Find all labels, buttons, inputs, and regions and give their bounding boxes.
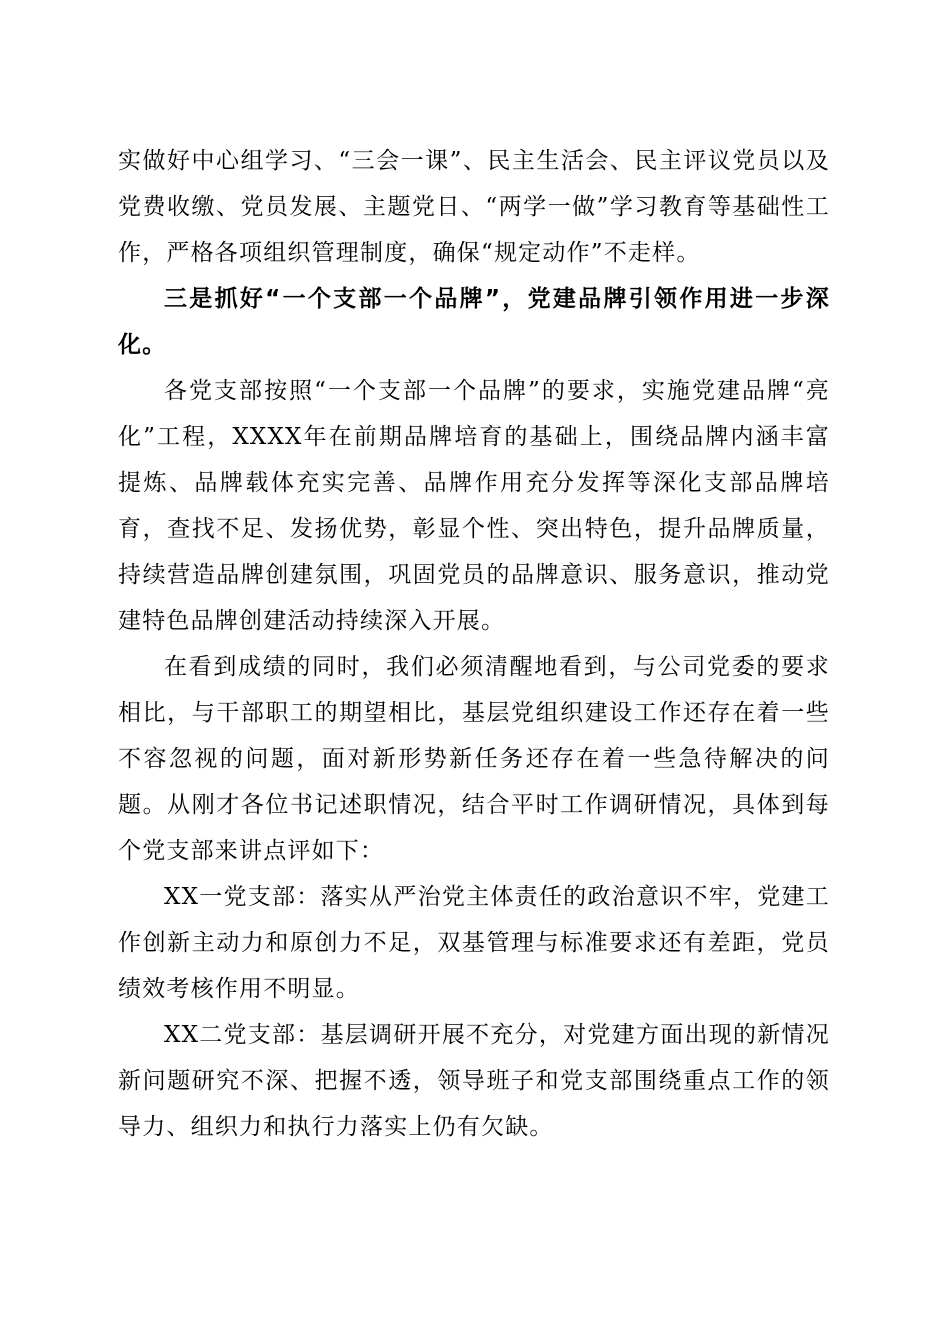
paragraph-branch-two: XX二党支部：基层调研开展不充分，对党建方面出现的新情况新问题研究不深、把握不透，领导班子和党支部围绕重点工作的领导力、组织力和执行力落实上仍有欠缺。 [118,1022,830,1140]
paragraph-continuation: 实做好中心组学习、“三会一课”、民主生活会、民主评议党员以及党费收缴、党员发展、主题党日、“两学一做”学习教育等基础性工作，严格各项组织管理制度，确保“规定动作”不走样。 [118,148,830,266]
paragraph-branch-one: XX一党支部：落实从严治党主体责任的政治意识不牢，党建工作创新主动力和原创力不足，双基管理与标准要求还有差距，党员绩效考核作用不明显。 [118,884,830,1002]
paragraph-problems: 在看到成绩的同时，我们必须清醒地看到，与公司党委的要求相比，与干部职工的期望相比，基层党组织建设工作还存在着一些不容忽视的问题，面对新形势新任务还存在着一些急待解决的问题。从刚才各位书记述职情况，结合平时工作调研情况，具体到每个党支部来讲点评如下： [118,654,830,864]
document-body [118,138,830,1150]
paragraph-brand: 各党支部按照“一个支部一个品牌”的要求，实施党建品牌“亮化”工程，XXXX年在前期品牌培育的基础上，围绕品牌内涵丰富提炼、品牌载体充实完善、品牌作用充分发挥等深化支部品牌培育，查找不足、发扬优势，彰显个性、突出特色，提升品牌质量，持续营造品牌创建氛围，巩固党员的品牌意识、服务意识，推动党建特色品牌创建活动持续深入开展。 [118,378,830,634]
section-heading: 三是抓好“一个支部一个品牌”，党建品牌引领作用进一步深化。 [118,286,830,358]
